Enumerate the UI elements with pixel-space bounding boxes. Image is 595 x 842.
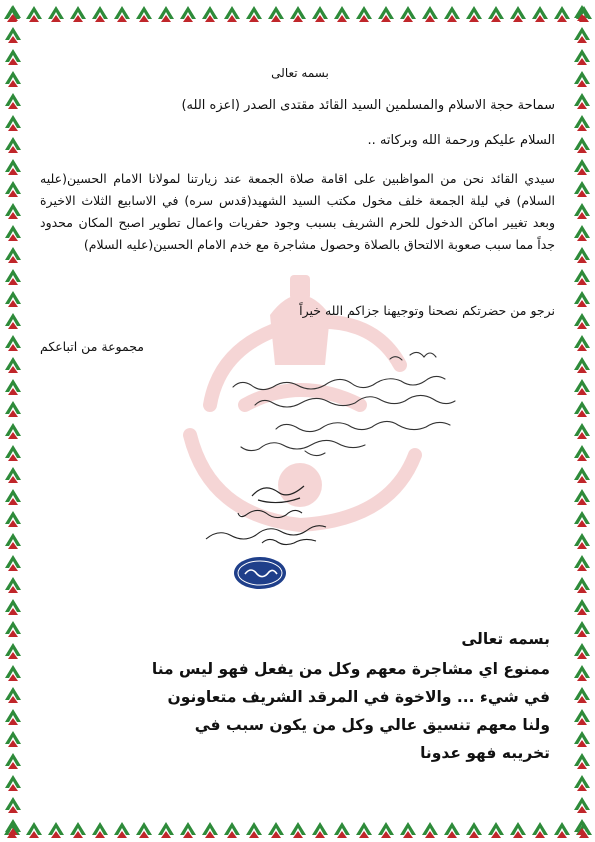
border-motif: [312, 822, 328, 838]
border-motif: [574, 49, 590, 65]
border-motif: [574, 621, 590, 637]
border-motif: [574, 577, 590, 593]
border-motif: [26, 6, 42, 22]
border-motif: [246, 822, 262, 838]
border-motif: [422, 6, 438, 22]
border-motif: [92, 822, 108, 838]
border-motif: [268, 822, 284, 838]
border-motif: [5, 709, 21, 725]
border-motif: [574, 797, 590, 813]
border-motif: [5, 71, 21, 87]
border-motif: [5, 27, 21, 43]
border-motif: [532, 822, 548, 838]
border-motif: [5, 599, 21, 615]
border-motif: [510, 6, 526, 22]
border-motif: [70, 6, 86, 22]
border-motif: [444, 822, 460, 838]
border-motif: [114, 6, 130, 22]
signature-date: [196, 519, 331, 549]
border-motif: [5, 269, 21, 285]
border-motif: [378, 6, 394, 22]
border-motif: [574, 269, 590, 285]
border-motif: [48, 822, 64, 838]
border-motif: [290, 6, 306, 22]
border-motif: [574, 555, 590, 571]
border-motif: [180, 822, 196, 838]
greeting-line: السلام عليكم ورحمة الله وبركاته ..: [367, 133, 555, 148]
border-motif: [574, 599, 590, 615]
border-motif: [5, 687, 21, 703]
border-motif: [574, 489, 590, 505]
border-motif: [574, 357, 590, 373]
border-motif: [5, 115, 21, 131]
border-motif: [5, 577, 21, 593]
handwritten-reply: [205, 345, 460, 480]
transcript-line: في شيء ... والاخوة في المرقد الشريف متعاونون: [167, 688, 550, 706]
border-motif: [574, 159, 590, 175]
border-motif: [5, 753, 21, 769]
border-motif: [532, 6, 548, 22]
border-motif: [5, 93, 21, 109]
border-motif: [5, 401, 21, 417]
border-motif: [158, 822, 174, 838]
border-motif: [574, 137, 590, 153]
border-motif: [574, 467, 590, 483]
border-motif: [5, 511, 21, 527]
border-motif: [574, 225, 590, 241]
border-motif: [554, 822, 570, 838]
border-motif: [202, 6, 218, 22]
border-motif: [202, 822, 218, 838]
border-motif: [5, 731, 21, 747]
border-motif: [574, 753, 590, 769]
border-motif: [114, 822, 130, 838]
border-motif: [574, 181, 590, 197]
border-motif: [334, 6, 350, 22]
border-motif: [574, 731, 590, 747]
border-motif: [574, 401, 590, 417]
border-motif: [356, 6, 372, 22]
border-motif: [290, 822, 306, 838]
border-motif: [246, 6, 262, 22]
basmala-heading: بسمه تعالى: [271, 66, 329, 80]
border-motif: [136, 822, 152, 838]
border-motif: [574, 115, 590, 131]
border-motif: [400, 6, 416, 22]
border-motif: [574, 709, 590, 725]
border-motif: [5, 643, 21, 659]
border-motif: [5, 49, 21, 65]
border-motif: [5, 203, 21, 219]
border-motif: [574, 533, 590, 549]
border-left-ornament: [0, 0, 26, 842]
border-motif: [5, 181, 21, 197]
border-motif: [5, 247, 21, 263]
border-motif: [574, 445, 590, 461]
border-motif: [92, 6, 108, 22]
border-motif: [5, 5, 21, 21]
border-motif: [574, 247, 590, 263]
border-motif: [5, 621, 21, 637]
border-motif: [5, 489, 21, 505]
border-motif: [400, 822, 416, 838]
border-motif: [5, 225, 21, 241]
border-motif: [488, 6, 504, 22]
border-motif: [5, 533, 21, 549]
border-top-ornament: [0, 0, 595, 26]
border-motif: [5, 335, 21, 351]
border-motif: [268, 6, 284, 22]
border-motif: [5, 423, 21, 439]
border-motif: [224, 822, 240, 838]
border-motif: [48, 6, 64, 22]
border-motif: [574, 203, 590, 219]
border-motif: [5, 819, 21, 835]
request-line: نرجو من حضرتكم نصحنا وتوجيهنا جزاكم الله خيراً: [299, 303, 555, 318]
border-motif: [180, 6, 196, 22]
border-motif: [5, 313, 21, 329]
border-motif: [574, 335, 590, 351]
border-motif: [158, 6, 174, 22]
border-motif: [5, 467, 21, 483]
border-motif: [136, 6, 152, 22]
border-motif: [334, 822, 350, 838]
border-motif: [378, 822, 394, 838]
border-motif: [574, 71, 590, 87]
transcript-line: ولنا معهم تنسيق عالي وكل من يكون سبب في: [194, 716, 550, 734]
border-motif: [26, 822, 42, 838]
border-motif: [5, 379, 21, 395]
border-motif: [5, 775, 21, 791]
border-motif: [5, 291, 21, 307]
signers-line: مجموعة من اتباعكم: [40, 339, 144, 354]
border-motif: [5, 357, 21, 373]
border-motif: [574, 291, 590, 307]
border-bottom-ornament: [0, 816, 595, 842]
border-motif: [5, 159, 21, 175]
border-motif: [356, 822, 372, 838]
border-motif: [574, 643, 590, 659]
border-motif: [574, 423, 590, 439]
border-motif: [444, 6, 460, 22]
border-motif: [574, 687, 590, 703]
border-motif: [554, 6, 570, 22]
border-motif: [574, 665, 590, 681]
border-motif: [5, 797, 21, 813]
border-motif: [5, 555, 21, 571]
official-seal-icon: [233, 556, 287, 590]
border-motif: [488, 822, 504, 838]
border-motif: [5, 137, 21, 153]
border-motif: [574, 775, 590, 791]
transcript-line: تخريبه فهو عدونا: [420, 744, 550, 762]
border-motif: [422, 822, 438, 838]
letter-body: سيدي القائد نحن من المواظبين على اقامة صلاة الجمعة عند زيارتنا لمولانا الامام الحسين(عليه السلام) في ليلة الجمعة خلف مخول مكتب السيد الشهيد(قدس سره) في الاسابيع الثلاث الاخيرة وبعد تغيير اماكن الدخول للحرم الشريف بسبب وجود حفريات واعمال تطوير اصبح المكان محدود جداً مما سبب صعوبة الالتحاق بالصلاة وحصول مشاجرة مع خدم الامام الحسين(عليه السلام): [40, 171, 555, 252]
border-right-ornament: [569, 0, 595, 842]
border-motif: [574, 313, 590, 329]
border-motif: [574, 511, 590, 527]
border-motif: [466, 6, 482, 22]
border-motif: [224, 6, 240, 22]
border-motif: [5, 665, 21, 681]
transcript-line: ممنوع اي مشاجرة معهم وكل من يفعل فهو ليس منا: [151, 660, 550, 678]
transcript-title: بسمه تعالى: [461, 630, 550, 648]
border-motif: [5, 445, 21, 461]
border-motif: [70, 822, 86, 838]
border-motif: [466, 822, 482, 838]
border-motif: [574, 379, 590, 395]
addressee-line: سماحة حجة الاسلام والمسلمين السيد القائد مقتدى الصدر (اعزه الله): [181, 98, 555, 113]
border-motif: [574, 819, 590, 835]
border-motif: [574, 5, 590, 21]
border-motif: [574, 27, 590, 43]
border-motif: [510, 822, 526, 838]
border-motif: [574, 93, 590, 109]
border-motif: [312, 6, 328, 22]
